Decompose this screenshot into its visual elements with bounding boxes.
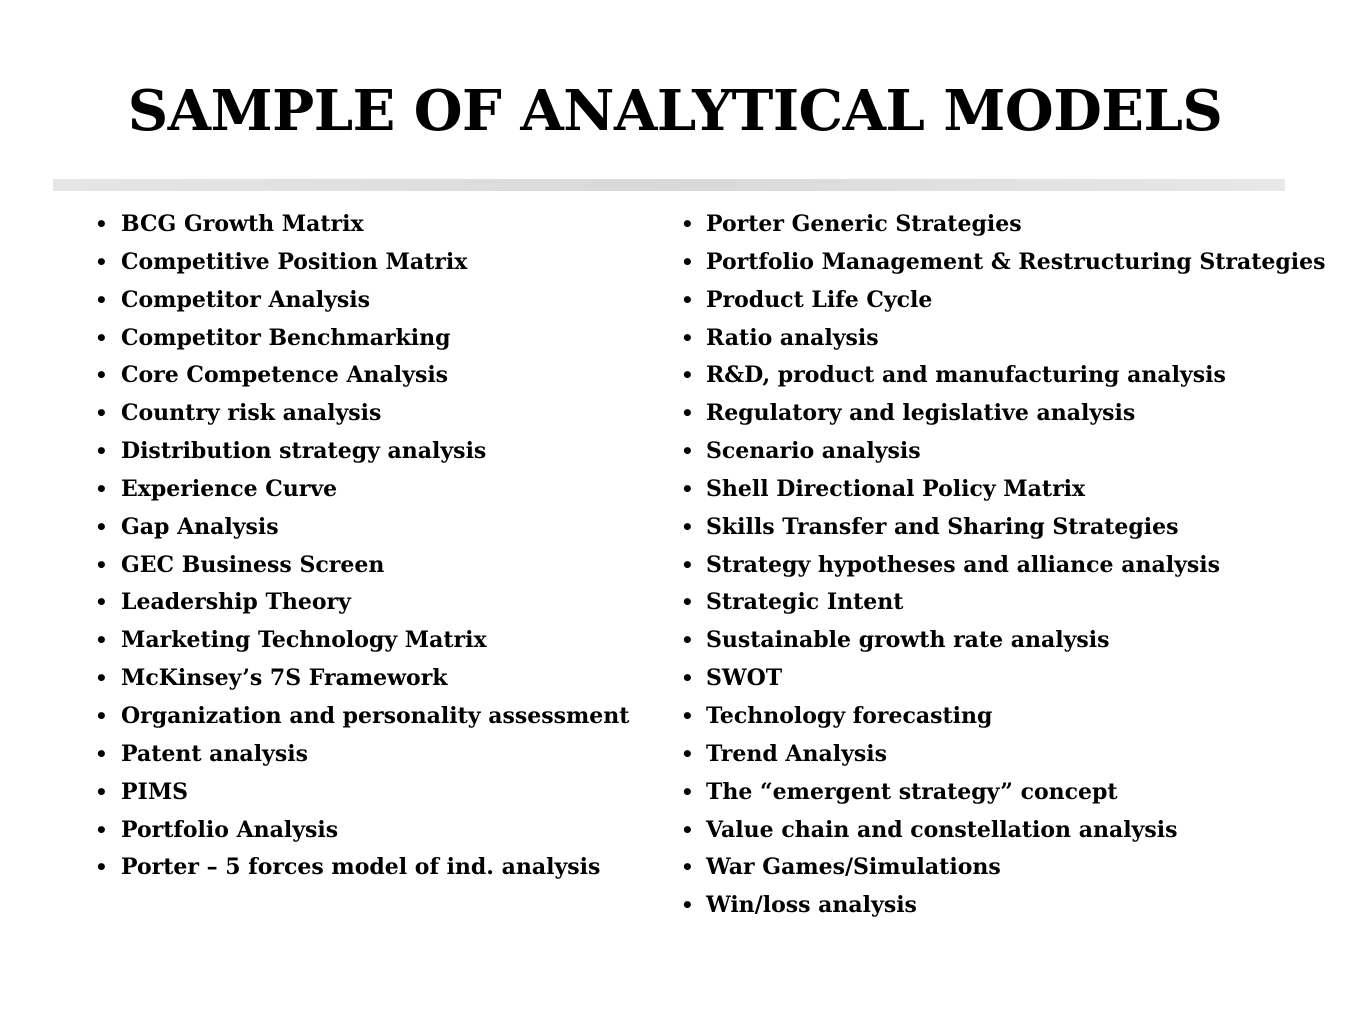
model-name: Gap Analysis bbox=[121, 513, 279, 540]
bullet-icon: • bbox=[681, 666, 694, 691]
model-name: McKinsey’s 7S Framework bbox=[121, 665, 448, 692]
model-name: Competitive Position Matrix bbox=[121, 248, 468, 275]
bullet-icon: • bbox=[95, 325, 108, 350]
model-list-item bbox=[678, 812, 1343, 850]
model-list-item bbox=[678, 206, 1343, 244]
model-list-item bbox=[92, 244, 662, 282]
model-name: GEC Business Screen bbox=[121, 551, 385, 578]
bullet-icon: • bbox=[95, 287, 108, 312]
bullet-icon: • bbox=[681, 476, 694, 501]
model-name: Porter Generic Strategies bbox=[706, 211, 1022, 237]
slide-title: SAMPLE OF ANALYTICAL MODELS bbox=[127, 78, 1223, 144]
bullet-icon: • bbox=[681, 552, 694, 577]
model-name: Win/loss analysis bbox=[706, 892, 917, 919]
model-list-item bbox=[678, 622, 1343, 660]
model-list-item bbox=[678, 320, 1343, 358]
model-list-item bbox=[92, 471, 662, 509]
model-name: Competitor Benchmarking bbox=[121, 324, 451, 351]
model-name: Experience Curve bbox=[121, 475, 338, 502]
model-name: Trend Analysis bbox=[706, 740, 887, 767]
model-list-item bbox=[92, 395, 662, 433]
bullet-icon: • bbox=[681, 249, 694, 274]
bullet-icon: • bbox=[95, 628, 108, 653]
bullet-icon: • bbox=[681, 212, 694, 236]
model-list-item bbox=[678, 547, 1343, 585]
bullet-icon: • bbox=[95, 363, 108, 388]
model-list-item bbox=[92, 206, 662, 244]
bullet-icon: • bbox=[681, 514, 694, 539]
bullet-icon: • bbox=[95, 439, 108, 464]
model-name: Marketing Technology Matrix bbox=[121, 627, 487, 654]
model-name: BCG Growth Matrix bbox=[121, 211, 364, 237]
model-name: Competitor Analysis bbox=[121, 286, 371, 313]
model-list-item bbox=[678, 244, 1343, 282]
model-list-item bbox=[92, 774, 662, 812]
bullet-icon: • bbox=[681, 363, 694, 388]
model-name: Portfolio Analysis bbox=[121, 816, 339, 843]
model-list-item bbox=[92, 660, 662, 698]
model-list-item bbox=[678, 395, 1343, 433]
bullet-icon: • bbox=[95, 817, 108, 842]
model-name: PIMS bbox=[121, 778, 189, 805]
model-list-item bbox=[678, 849, 1343, 887]
bullet-icon: • bbox=[681, 287, 694, 312]
bullet-icon: • bbox=[95, 552, 108, 577]
model-name: Porter – 5 forces model of ind. analysis bbox=[121, 854, 601, 881]
model-name: Distribution strategy analysis bbox=[121, 438, 487, 465]
bullet-icon: • bbox=[95, 590, 108, 615]
model-list-item bbox=[678, 471, 1343, 509]
model-list-item bbox=[678, 774, 1343, 812]
model-list-item bbox=[92, 433, 662, 471]
model-list-item bbox=[92, 812, 662, 850]
model-list-item bbox=[92, 736, 662, 774]
model-name: Country risk analysis bbox=[121, 400, 382, 427]
model-list-item bbox=[92, 698, 662, 736]
bullet-icon: • bbox=[95, 212, 108, 236]
bullet-icon: • bbox=[681, 703, 694, 728]
model-list-item bbox=[92, 357, 662, 395]
model-list-item bbox=[92, 849, 662, 887]
model-list-item bbox=[92, 320, 662, 358]
model-list-item bbox=[92, 509, 662, 547]
model-list-item bbox=[678, 887, 1343, 925]
bullet-icon: • bbox=[95, 779, 108, 804]
bullet-icon: • bbox=[95, 401, 108, 426]
model-name: Portfolio Management & Restructuring Strategies bbox=[706, 248, 1326, 275]
model-name: Scenario analysis bbox=[706, 438, 921, 465]
bullet-icon: • bbox=[95, 855, 108, 880]
model-list-item bbox=[678, 433, 1343, 471]
bullet-icon: • bbox=[95, 703, 108, 728]
model-list-item bbox=[92, 584, 662, 622]
model-name: Strategy hypotheses and alliance analysis bbox=[706, 551, 1220, 578]
model-name: Value chain and constellation analysis bbox=[706, 816, 1178, 843]
model-list-item bbox=[678, 660, 1343, 698]
bullet-icon: • bbox=[95, 666, 108, 691]
model-list-item bbox=[678, 584, 1343, 622]
bullet-icon: • bbox=[681, 439, 694, 464]
bullet-icon: • bbox=[681, 628, 694, 653]
model-list-item bbox=[678, 282, 1343, 320]
model-name: R&D, product and manufacturing analysis bbox=[706, 362, 1226, 389]
bullet-icon: • bbox=[681, 855, 694, 880]
model-list-item bbox=[92, 547, 662, 585]
model-name: Technology forecasting bbox=[706, 702, 993, 729]
model-name: War Games/Simulations bbox=[706, 854, 1001, 881]
bullet-icon: • bbox=[681, 779, 694, 804]
right-model-list bbox=[678, 206, 1343, 925]
bullet-icon: • bbox=[95, 249, 108, 274]
model-name: Patent analysis bbox=[121, 740, 308, 767]
bullet-icon: • bbox=[95, 476, 108, 501]
model-name: Leadership Theory bbox=[121, 589, 351, 616]
bullet-icon: • bbox=[681, 325, 694, 350]
model-name: Product Life Cycle bbox=[706, 286, 933, 313]
model-name: Regulatory and legislative analysis bbox=[706, 400, 1136, 427]
model-name: Skills Transfer and Sharing Strategies bbox=[706, 513, 1179, 540]
model-name: SWOT bbox=[706, 665, 783, 692]
model-name: Organization and personality assessment bbox=[121, 702, 630, 729]
model-name: Strategic Intent bbox=[706, 589, 904, 616]
bullet-icon: • bbox=[681, 893, 694, 918]
bullet-icon: • bbox=[681, 741, 694, 766]
left-model-list bbox=[92, 206, 662, 887]
model-name: Shell Directional Policy Matrix bbox=[706, 475, 1086, 502]
model-list-item bbox=[92, 282, 662, 320]
title-divider bbox=[53, 179, 1285, 191]
model-name: Sustainable growth rate analysis bbox=[706, 627, 1110, 654]
model-name: Ratio analysis bbox=[706, 324, 879, 351]
bullet-icon: • bbox=[681, 401, 694, 426]
bullet-icon: • bbox=[95, 514, 108, 539]
model-list-item bbox=[678, 509, 1343, 547]
model-list-item bbox=[678, 357, 1343, 395]
model-list-item bbox=[678, 698, 1343, 736]
model-list-item bbox=[678, 736, 1343, 774]
bullet-icon: • bbox=[681, 590, 694, 615]
model-name: Core Competence Analysis bbox=[121, 362, 449, 389]
model-list-item bbox=[92, 622, 662, 660]
model-name: The “emergent strategy” concept bbox=[706, 778, 1118, 805]
bullet-icon: • bbox=[681, 817, 694, 842]
bullet-icon: • bbox=[95, 741, 108, 766]
